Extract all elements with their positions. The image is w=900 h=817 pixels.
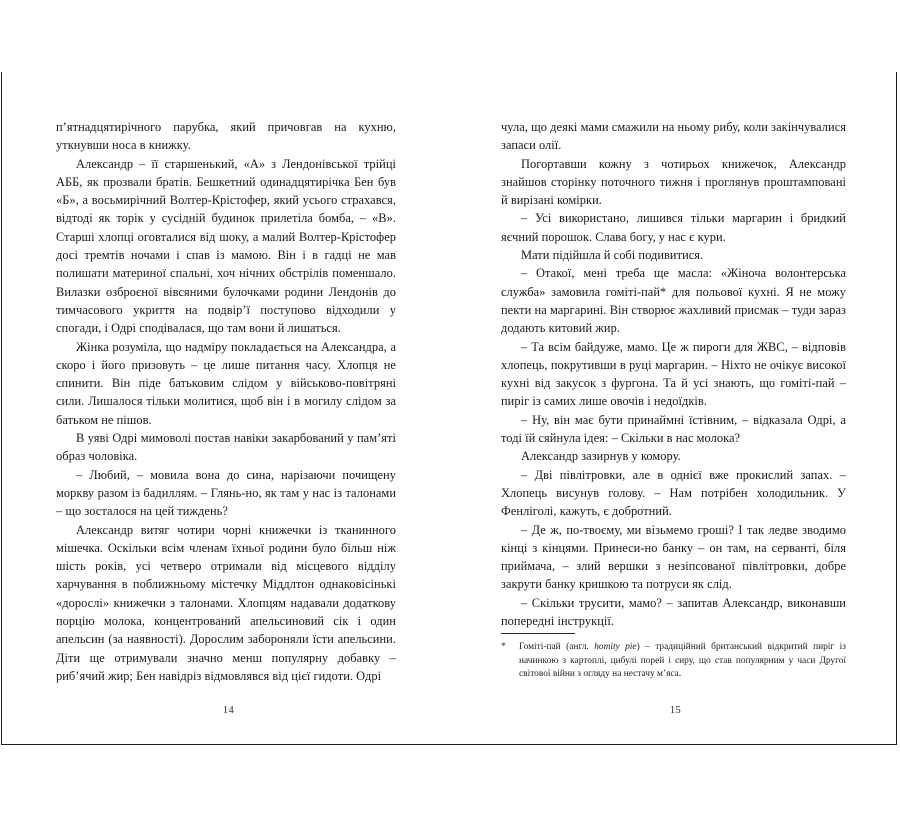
book-spread <box>1 72 897 745</box>
footnote-marker: * <box>501 642 506 653</box>
paragraph: – Та всім байдуже, мамо. Це ж пироги для ЖВС, – відповів хлопець, покрутивши в руці маргарин. – Ніхто не очікує високої кухні від закусок з фургона. Та й усі знають, що гоміті-пай – пиріг із самих лише овочів і недоїдків. <box>501 339 846 409</box>
paragraph: – Любий, – мовила вона до сина, нарізаючи почищену моркву разом із бадиллям. – Глянь-но, як там у нас із талонами – що зосталося на цей тиждень? <box>56 467 396 519</box>
footnote-separator-rule <box>501 633 575 634</box>
paragraph: В уяві Одрі мимоволі постав навіки закарбований у пам’яті образ чоловіка. <box>56 431 396 464</box>
footnote-block <box>501 633 846 682</box>
footnote-text-after: ) – традиційний британський відкритий пиріг із начинкою з картоплі, цибулі порей і сиру, що став популярним у часи Другої світової війни з огляду на нестачу м’яса. <box>519 642 846 680</box>
paragraph: чула, що деякі мами смажили на ньому рибу, коли закінчувалися запаси олії. <box>501 120 846 153</box>
paragraph: Александр – її старшенький, «А» з Лендонівської трійці АББ, як прозвали братів. Бешкетний одинадцятирічка Бен був «Б», а восьмирічний Волтер-Крістофер, який усього страхався, відтоді як торік у сусідній будинок прилетіла бомба, – «В». Старші хлопці оговталися від шоку, а малий Волтер-Крістофер досі тремтів ночами і спав із мамою. Він і в гадці не мав полишати материної спальні, хоч нічних обстрілів поменшало. Вилазки озброєної вівсяними булочками родини Лендонів до тимчасового укриття на подвір’ї поступово відходили у спогади, і Одрі сподівалася, що там вони й лишаться. <box>56 156 396 336</box>
paragraph: – Де ж, по-твоєму, ми візьмемо гроші? І так ледве зводимо кінці з кінцями. Принеси-но банку – он там, на серванті, біля приймача, – злий вершки з незіпсованої півлітровки, добре закрути банку кришкою та потруси як слід. <box>501 522 846 592</box>
paragraph: Мати підійшла й собі подивитися. <box>521 248 704 263</box>
left-page-text-column <box>56 118 396 685</box>
paragraph: п’ятнадцятирічного парубка, який причовгав на кухню, уткнувши носа в книжку. <box>56 120 396 153</box>
right-page <box>449 72 896 744</box>
paragraph: Александр витяг чотири чорні книжечки із тканинного мішечка. Оскільки всім членам їхньої родини було більш ніж шість років, усі четверо отримали від місцевого відділу харчування в поближньому містечку Міддлтон однаковісінькі «дорослі» книжечки з талонами. Хлопцям надавали додаткову порцію молока, концентрований апельсиновий сік і один апельсин (за наявності). Дорослим забороняли їсти апельсини. Діти ще отримували значно менш популярну добавку – риб’ячий жир; Бен навідріз відмовлявся від цієї гидоти. Одрі <box>56 522 396 683</box>
paragraph: – Отакої, мені треба ще масла: «Жіноча волонтерська служба» замовила гоміті-пай* для польової кухні. Я не можу пекти на маргарині. Він створює жахливий присмак – туди зараз додають китовий жир. <box>501 266 846 336</box>
footnote-italic-term: homity pie <box>594 642 637 653</box>
paragraph: – Дві півлітровки, але в однієї вже прокислий запах. – Хлопець висунув голову. – Нам потрібен холодильник. У Фенліголі, кажуть, є добротний. <box>501 467 846 519</box>
paragraph: – Усі використано, лишився тільки маргарин і бридкий яєчний порошок. Слава богу, у нас є кури. <box>501 211 846 244</box>
right-page-text-column <box>501 118 846 630</box>
footnote-text-before: Гоміті-пай (англ. <box>519 642 595 653</box>
left-page <box>2 72 449 744</box>
page-number-right: 15 <box>669 705 682 716</box>
paragraph: – Ну, він має бути принаймні їстівним, – відказала Одрі, а тоді їй сяйнула ідея: – Скільки в нас молока? <box>501 412 846 446</box>
footnote-text <box>519 641 846 682</box>
page-number-left: 14 <box>222 705 235 716</box>
paragraph: Жінка розуміла, що надміру покладається на Александра, а скоро і його призовуть – це лише питання часу. Хлопця не спинити. Він піде батьковим слідом у військово-повітряні сили. Лишалося тільки молитися, щоб він і в могилу слідом за батьком не пішов. <box>56 339 396 427</box>
paragraph: Погортавши кожну з чотирьох книжечок, Александр знайшов сторінку поточного тижня і проглянув проштамповані й вирізані комірки. <box>501 156 846 208</box>
paragraph: – Скільки трусити, мамо? – запитав Александр, виконавши попередні інструкції. <box>501 595 846 629</box>
footnote <box>501 641 846 682</box>
paragraph: Александр зазирнув у комору. <box>521 449 681 464</box>
